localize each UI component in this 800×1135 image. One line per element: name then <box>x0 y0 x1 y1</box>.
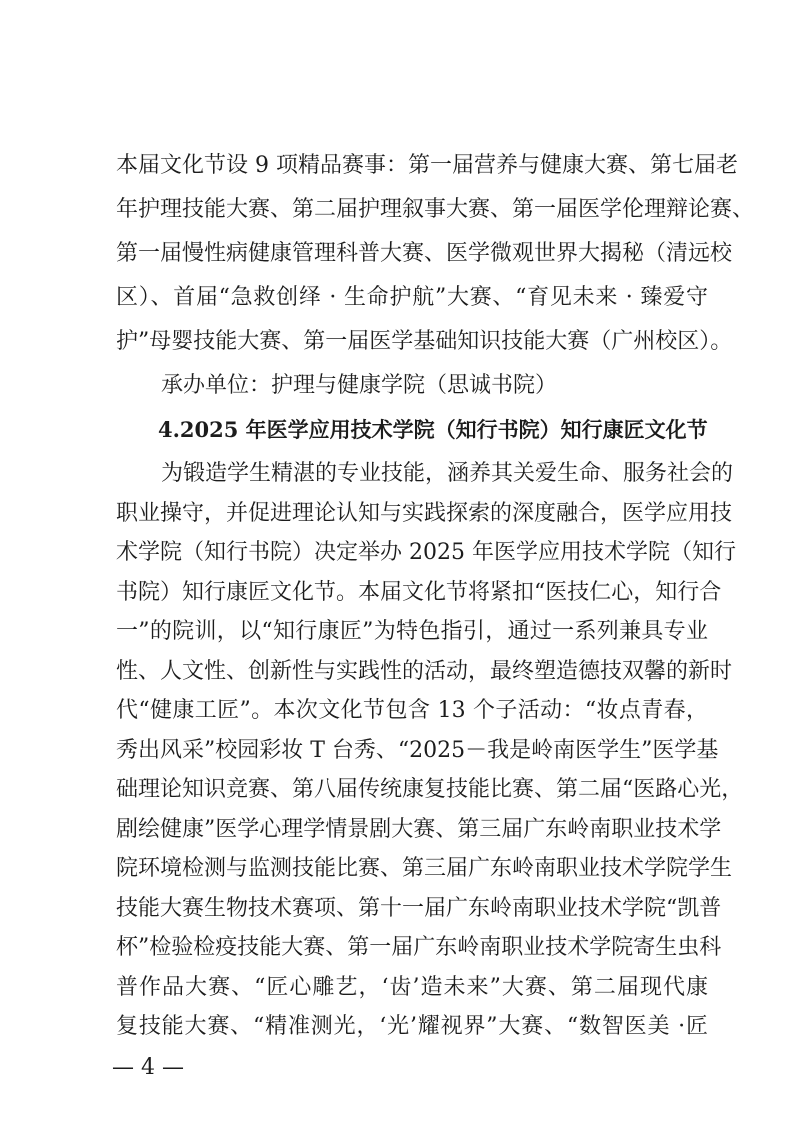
paragraph-2-line: 剧绘健康”医学心理学情景剧大赛、第三届广东岭南职业技术学 <box>116 816 722 842</box>
paragraph-2-line: 础理论知识竞赛、第八届传统康复技能比赛、第二届“医路心光， <box>116 777 744 802</box>
paragraph-1-line: 年护理技能大赛、第二届护理叙事大赛、第一届医学伦理辩论赛、 <box>116 197 755 222</box>
paragraph-1-line: 护”母婴技能大赛、第一届医学基础知识技能大赛（广州校区）。 <box>116 329 733 354</box>
paragraph-2-line: 院环境检测与监测技能比赛、第三届广东岭南职业技术学院学生 <box>116 856 733 881</box>
paragraph-2-line: 性、人文性、创新性与实践性的活动，最终塑造德技双馨的新时 <box>116 658 733 684</box>
paragraph-2-line: 代“健康工匠”。本次文化节包含 13 个子活动：“妆点青春， <box>116 698 708 723</box>
paragraph-2-line: 为锻造学生精湛的专业技能，涵养其关爱生命、服务社会的 <box>161 461 734 486</box>
paragraph-1-line: 区）、首届“急救创绎 · 生命护航”大赛、“育见未来 · 臻爱守 <box>116 285 708 310</box>
paragraph-2-line: 术学院（知行书院）决定举办 2025 年医学应用技术学院（知行 <box>116 540 736 565</box>
paragraph-2-line: 复技能大赛、“精准测光，‘光’耀视界”大赛、“数智医美 ·匠 <box>116 1014 708 1039</box>
section-heading: 4.2025 年医学应用技术学院（知行书院）知行康匠文化节 <box>158 417 708 442</box>
organizer-line: 承办单位：护理与健康学院（思诚书院） <box>161 373 558 398</box>
paragraph-2-line: 一”的院训，以“知行康匠”为特色指引，通过一系列兼具专业 <box>116 619 708 644</box>
paragraph-2-line: 杯”检验检疫技能大赛、第一届广东岭南职业技术学院寄生虫科 <box>116 935 722 960</box>
paragraph-1-line: 本届文化节设 9 项精品赛事：第一届营养与健康大赛、第七届老 <box>116 153 738 178</box>
paragraph-2-line: 普作品大赛、“匠心雕艺，‘齿’造未来”大赛、第二届现代康 <box>116 974 708 1000</box>
paragraph-1-line: 第一届慢性病健康管理科普大赛、医学微观世界大揭秘（清远校 <box>116 241 733 266</box>
paragraph-2-line: 书院）知行康匠文化节。本届文化节将紧扣“医技仁心，知行合 <box>116 579 722 605</box>
page-number: — 4 — <box>112 1055 184 1080</box>
paragraph-2-line: 职业操守，并促进理论认知与实践探索的深度融合，医学应用技 <box>116 500 733 526</box>
paragraph-2-line: 技能大赛生物技术赛项、第十一届广东岭南职业技术学院“凯普 <box>116 895 722 921</box>
paragraph-2-line: 秀出风采”校园彩妆 T 台秀、“2025－我是岭南医学生”医学基 <box>116 737 719 763</box>
